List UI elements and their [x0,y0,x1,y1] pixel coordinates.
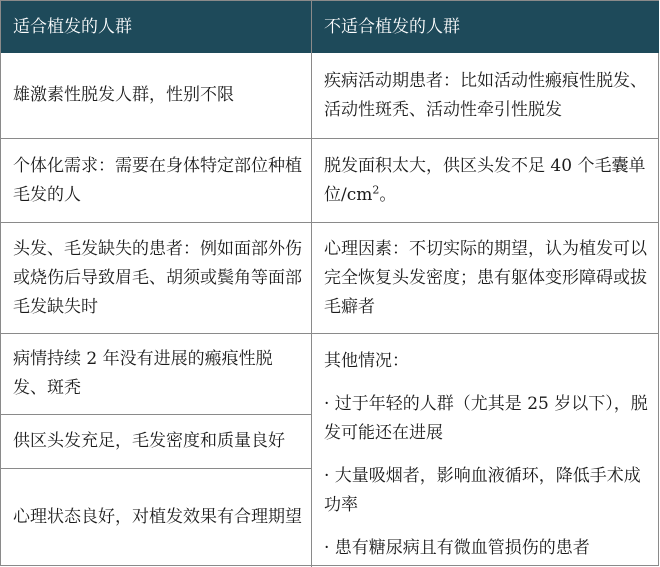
cell-text: 病情持续 2 年没有进展的瘢痕性脱发、斑秃 [13,349,273,398]
superscript: 2 [372,182,380,196]
cell-text-main: 脱发面积太大，供区头发不足 40 个毛囊单位/cm [324,155,646,205]
right-cell-3 [312,223,659,333]
cell-text-end: 。 [379,184,397,205]
header-unsuitable: 不适合植发的人群 [312,1,659,53]
right-cell-other [312,334,659,565]
left-cell-4 [1,334,311,414]
cell-text: 心理状态良好，对植发效果有合理期望 [13,506,302,527]
cell-text: 个体化需求：需要在身体特定部位种植毛发的人 [13,155,302,205]
left-cell-3 [1,223,311,333]
other-title: 其他情况： [324,351,409,371]
header-suitable: 适合植发的人群 [1,1,311,53]
other-item: · 患有糖尿病且有微血管损伤的患者 [324,538,590,558]
cell-text: 疾病活动期患者：比如活动性瘢痕性脱发、活动性斑秃、活动性牵引性脱发 [324,70,647,120]
other-item: · 过于年轻的人群（尤其是 25 岁以下），脱发可能还在进展 [324,394,648,443]
right-cell-2 [312,139,659,222]
cell-text: 心理因素：不切实际的期望，认为植发可以完全恢复头发密度；患有躯体变形障碍或拔毛癖者 [324,238,647,317]
left-cell-6 [1,469,311,565]
cell-text: 头发、毛发缺失的患者：例如面部外伤或烧伤后导致眉毛、胡须或鬓角等面部毛发缺失时 [13,238,302,317]
other-item: · 大量吸烟者，影响血液循环，降低手术成功率 [324,466,641,515]
cell-text [324,152,651,210]
left-cell-5 [1,415,311,468]
right-cell-1 [312,53,659,138]
cell-text: 雄激素性脱发人群，性别不限 [13,85,234,105]
cell-text: 供区头发充足，毛发密度和质量良好 [13,431,285,451]
left-cell-2 [1,139,311,222]
left-cell-1 [1,53,311,138]
